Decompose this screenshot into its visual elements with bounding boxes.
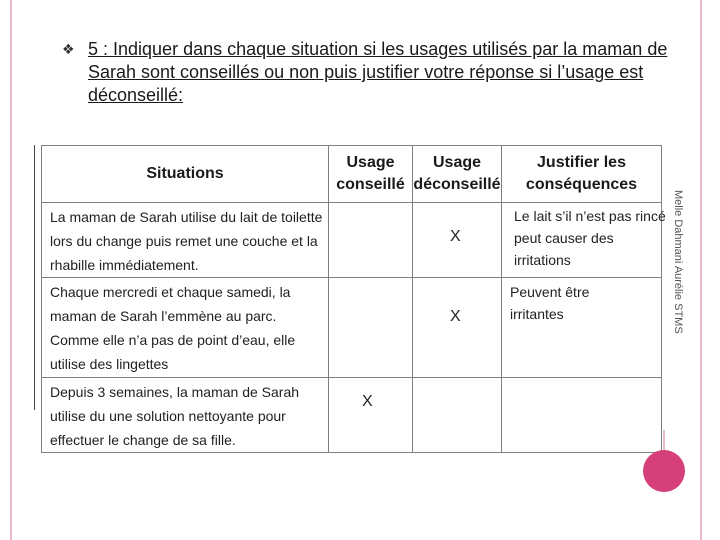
row3-conseille-mark: X bbox=[362, 393, 373, 410]
table-left-bar bbox=[34, 145, 35, 410]
situation-cell: La maman de Sarah utilise du lait de toilette lors du change puis remet une couche et la rhabille immédiatement. bbox=[42, 203, 329, 278]
justification-cell bbox=[502, 378, 662, 453]
decorative-line bbox=[663, 430, 665, 452]
diamond-bullet-icon: ❖ bbox=[62, 41, 75, 57]
header-usage-deconseille: Usage déconseillé bbox=[413, 146, 502, 203]
conseille-cell bbox=[329, 203, 413, 278]
table-header-row bbox=[42, 146, 662, 203]
row2-justification: Peuvent être irritantes bbox=[510, 284, 590, 322]
slide-title bbox=[62, 38, 682, 107]
situation-cell: Depuis 3 semaines, la maman de Sarah utilise du une solution nettoyante pour effectuer le change de sa fille. bbox=[42, 378, 329, 453]
decorative-circle bbox=[643, 450, 685, 492]
conseille-cell bbox=[329, 278, 413, 378]
right-frame-line bbox=[700, 0, 702, 540]
row1-justification: Le lait s’il n’est pas rincé peut causer des irritations bbox=[514, 208, 666, 268]
table-row bbox=[42, 378, 662, 453]
conseille-cell bbox=[329, 378, 413, 453]
header-usage-conseille: Usage conseillé bbox=[329, 146, 413, 203]
row1-deconseille-mark: X bbox=[450, 228, 461, 245]
left-frame-line bbox=[10, 0, 12, 540]
header-situations: Situations bbox=[42, 146, 329, 203]
header-justifier: Justifier les conséquences bbox=[502, 146, 662, 203]
slide-title-text: 5 : Indiquer dans chaque situation si les usages utilisés par la maman de Sarah sont conseillés ou non puis justifier votre réponse si l’usage est déconseillé: bbox=[88, 39, 668, 105]
deconseille-cell bbox=[413, 378, 502, 453]
situation-cell: Chaque mercredi et chaque samedi, la maman de Sarah l’emmène au parc. Comme elle n’a pas de point d’eau, elle utilise des lingettes bbox=[42, 278, 329, 378]
author-side-label: Melle Dahmani Aurélie STMS bbox=[672, 190, 684, 334]
row2-deconseille-mark: X bbox=[450, 308, 461, 325]
deconseille-cell bbox=[413, 278, 502, 378]
